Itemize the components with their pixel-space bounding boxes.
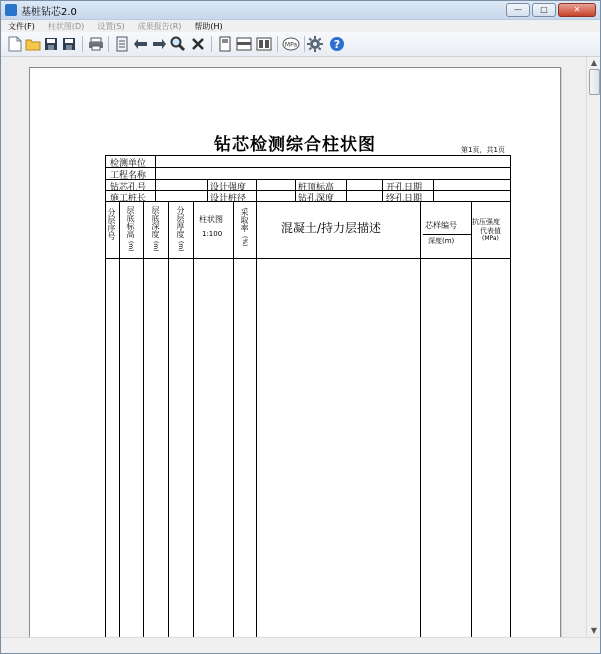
col-sample-no: 芯样编号	[425, 221, 457, 230]
label-project-name: 工程名称	[110, 171, 147, 181]
col-column-chart: 柱状图	[199, 215, 223, 224]
label-end-date: 终孔日期	[386, 194, 423, 204]
label-test-unit: 检测单位	[110, 159, 147, 169]
label-design-diameter: 设计桩径	[210, 194, 247, 204]
col-recovery-unit: (%)	[241, 236, 248, 247]
save-icon[interactable]	[43, 36, 59, 52]
col-strength-unit: (MPa)	[482, 235, 499, 242]
help-icon[interactable]	[329, 36, 345, 52]
new-file-icon[interactable]	[7, 36, 23, 52]
menu-bar	[1, 20, 600, 32]
col-layer-elevation: 层底标高	[126, 206, 135, 238]
col-strength: 抗压强度	[472, 218, 500, 226]
col-layer-no: 分层序号	[107, 208, 116, 240]
col-scale: 1:100	[202, 230, 223, 238]
menu-report[interactable]: 成果报告(R)	[137, 22, 182, 31]
arrow-left-icon[interactable]	[133, 36, 149, 52]
document-icon[interactable]	[114, 36, 130, 52]
label-drill-depth: 钻孔深度	[298, 194, 335, 204]
label-pile-length: 施工桩长	[110, 194, 147, 204]
col-layer-thickness-unit: (m)	[177, 241, 184, 252]
mpa-icon[interactable]	[282, 36, 300, 52]
scroll-down-icon[interactable]: ▼	[590, 626, 598, 635]
document-workspace	[1, 57, 586, 637]
arrow-right-icon[interactable]	[151, 36, 167, 52]
scroll-up-icon[interactable]: ▲	[590, 58, 598, 67]
col-sample-depth: 深度(m)	[428, 237, 455, 245]
gear-icon[interactable]	[307, 36, 323, 52]
minimize-button[interactable]: —	[506, 3, 530, 17]
page-number: 第1页，共1页	[461, 146, 505, 154]
label-hole-no: 钻芯孔号	[110, 183, 147, 193]
col-layer-thickness: 分层厚度	[176, 206, 185, 238]
vertical-scrollbar[interactable]	[586, 57, 601, 637]
layout-icon[interactable]	[236, 36, 252, 52]
status-bar	[1, 637, 600, 654]
zoom-icon[interactable]	[170, 36, 186, 52]
menu-chart[interactable]: 柱状图(D)	[47, 22, 85, 31]
col-layer-depth-unit: (m)	[152, 241, 159, 252]
print-icon[interactable]	[88, 36, 104, 52]
columns-icon[interactable]	[256, 36, 272, 52]
column-log-form	[105, 155, 511, 637]
col-strength-rep: 代表值	[480, 227, 501, 235]
report-page	[29, 67, 561, 637]
menu-settings[interactable]: 设置(S)	[97, 22, 125, 31]
maximize-button[interactable]: □	[532, 3, 556, 17]
page-icon[interactable]	[217, 36, 233, 52]
save-as-icon[interactable]	[61, 36, 77, 52]
menu-file[interactable]: 文件(F)	[8, 22, 35, 31]
report-title: 钻芯检测综合柱状图	[214, 135, 376, 155]
close-button[interactable]: ✕	[558, 3, 596, 17]
scroll-thumb[interactable]	[589, 69, 600, 95]
delete-icon[interactable]	[190, 36, 206, 52]
title-bar	[1, 1, 600, 20]
label-design-strength: 设计强度	[210, 183, 247, 193]
col-recovery-rate: 采取率	[240, 208, 249, 232]
col-layer-depth: 层底深度	[151, 206, 160, 238]
svg-text:?: ?	[333, 38, 341, 51]
svg-text:MPa: MPa	[284, 41, 298, 49]
col-layer-elevation-unit: (m)	[127, 241, 134, 252]
window-title: 基桩钻芯2.0	[21, 7, 77, 18]
toolbar	[1, 32, 600, 57]
app-icon	[5, 4, 17, 16]
open-folder-icon[interactable]	[25, 36, 41, 52]
label-top-elevation: 桩顶标高	[298, 183, 335, 193]
menu-help[interactable]: 帮助(H)	[194, 22, 223, 31]
label-start-date: 开孔日期	[386, 183, 423, 193]
col-description: 混凝土/持力层描述	[281, 221, 382, 235]
